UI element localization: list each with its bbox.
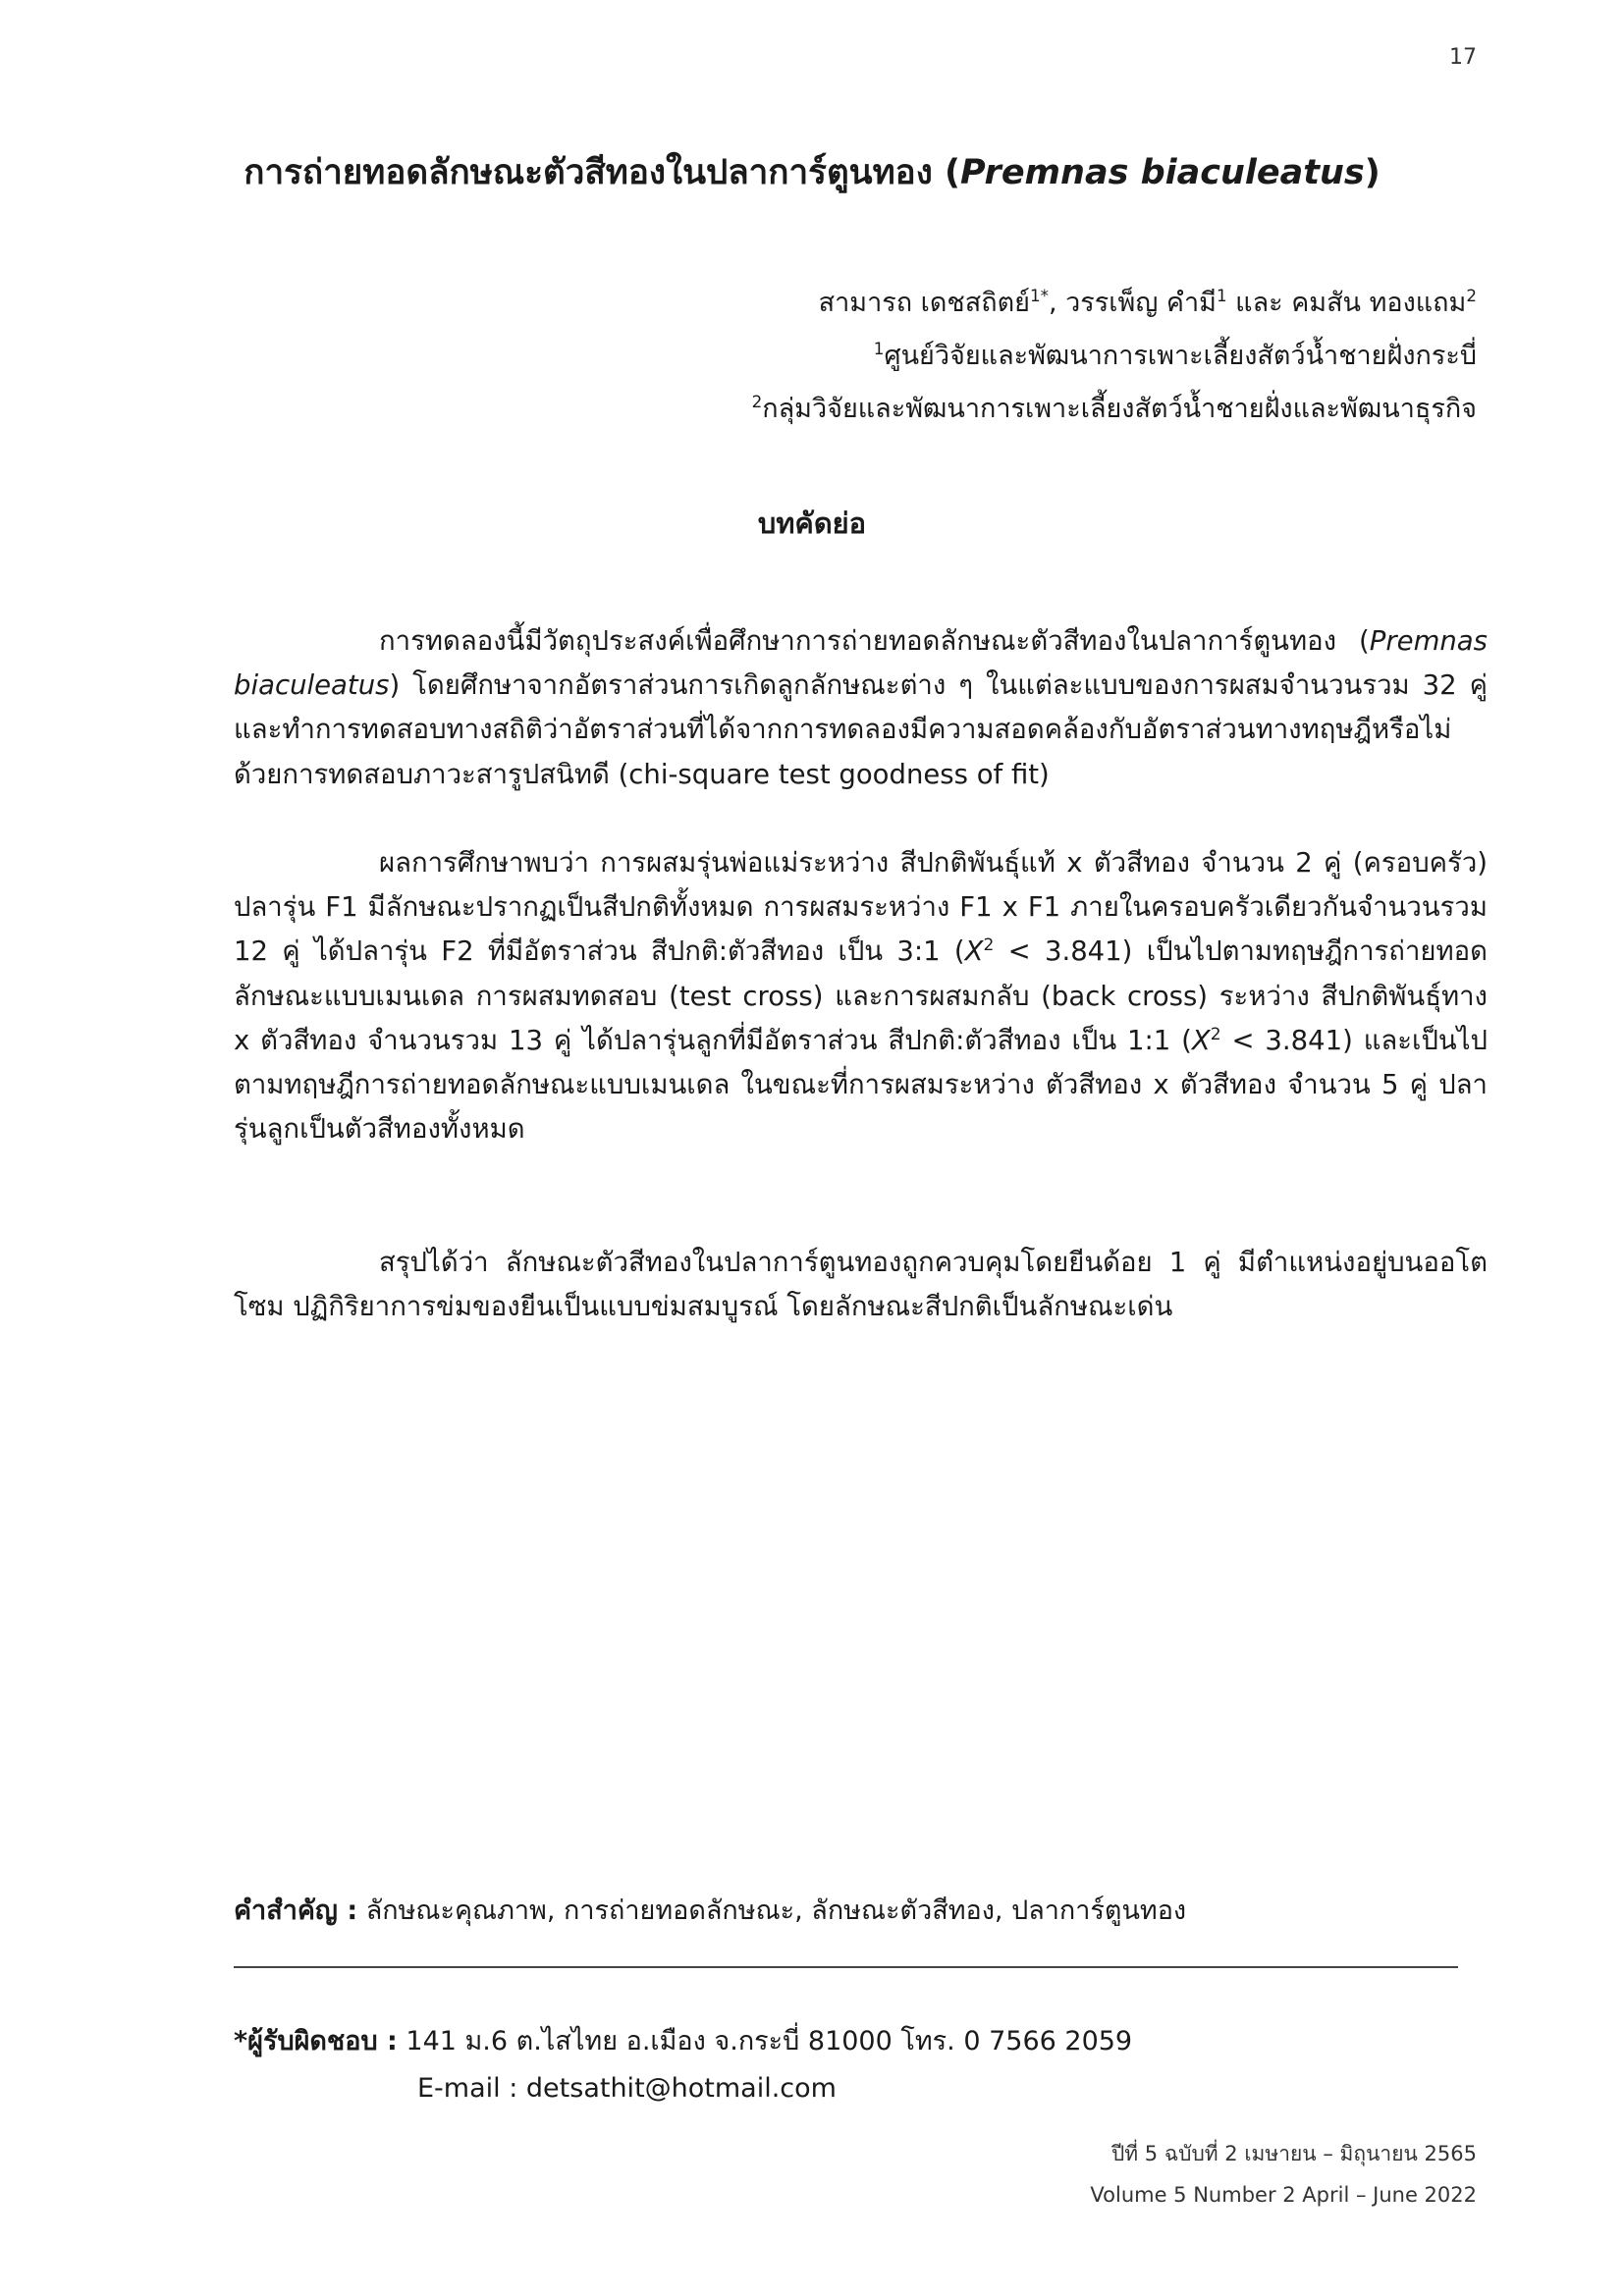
abstract-heading: บทคัดย่อ bbox=[757, 507, 867, 540]
affiliation-1-text: ศูนย์วิจัยและพัฒนาการเพาะเลี้ยงสัตว์น้ำชายฝั่งกระบี่ bbox=[884, 341, 1477, 371]
abstract-p2-text-c: < 3.841) และเป็นไปตามทฤษฎีการถ่ายทอดลักษณะแบบเมนเดล ในขณะที่การผสมระหว่าง ตัวสีทอง x ตัวสีทอง จำนวน 5 คู่ ปลารุ่นลูกเป็นตัวสีทองทั้งหมด bbox=[234, 1024, 1488, 1146]
issue-info-thai: ปีที่ 5 ฉบับที่ 2 เมษายน – มิถุนายน 2565 bbox=[1110, 2142, 1477, 2165]
corresponding-author-address: 141 ม.6 ต.ไสไทย อ.เมือง จ.กระบี่ 81000 โทร. 0 7566 2059 bbox=[397, 2026, 1133, 2056]
abstract-p2-text-a: ผลการศึกษาพบว่า การผสมรุ่นพ่อแม่ระหว่าง สีปกติพันธุ์แท้ x ตัวสีทอง จำนวน 2 คู่ (ครอบครัว) ปลารุ่น F1 มีลักษณะปรากฏเป็นสีปกติทั้งหมด การผสมระหว่าง F1 x F1 ภายในครอบครัวเดียวกันจำนวนรวม 12 คู่ ได้ปลารุ่น F2 ที่มีอัตราส่วน สีปกติ:ตัวสีทอง เป็น 3:1 ( bbox=[234, 847, 1488, 968]
issue-info-english: Volume 5 Number 2 April – June 2022 bbox=[1090, 2183, 1477, 2207]
abstract-paragraph-1 bbox=[234, 619, 1488, 797]
title-scientific-name: Premnas biaculeatus bbox=[959, 153, 1365, 192]
author-2-affiliation-mark: 1 bbox=[1216, 286, 1227, 305]
keywords-text: ลักษณะคุณภาพ, การถ่ายทอดลักษณะ, ลักษณะตัวสีทอง, ปลาการ์ตูนทอง bbox=[357, 1896, 1187, 1926]
author-2: , วรรเพ็ญ คำมี bbox=[1048, 288, 1217, 318]
affiliation-1 bbox=[874, 334, 1477, 376]
footnote-divider bbox=[234, 1966, 1458, 1968]
abstract-p1-text-a: การทดลองนี้มีวัตถุประสงค์เพื่อศึกษาการถ่ายทอดลักษณะตัวสีทองในปลาการ์ตูนทอง ( bbox=[379, 625, 1370, 657]
affiliation-2-mark: 2 bbox=[751, 392, 763, 411]
chi-square-symbol: X bbox=[964, 935, 984, 968]
chi-square-exponent: 2 bbox=[1210, 1024, 1221, 1044]
keywords-label: คำสำคัญ : bbox=[234, 1896, 358, 1926]
title-close: ) bbox=[1364, 153, 1380, 192]
abstract-p2-text-b: < 3.841) เป็นไปตามทฤษฎีการถ่ายทอดลักษณะแบบเมนเดล การผสมทดสอบ (test cross) และการผสมกลับ (back cross) ระหว่าง สีปกติพันธุ์ทาง x ตัวสีทอง จำนวนรวม 13 คู่ ได้ปลารุ่นลูกที่มีอัตราส่วน สีปกติ:ตัวสีทอง เป็น 1:1 ( bbox=[234, 935, 1488, 1056]
author-3: และ คมสัน ทองแถม bbox=[1226, 288, 1467, 318]
abstract-p3-text: สรุปได้ว่า ลักษณะตัวสีทองในปลาการ์ตูนทองถูกควบคุมโดยยีนด้อย 1 คู่ มีตำแหน่งอยู่บนออโตโซม ปฏิกิริยาการข่มของยีนเป็นแบบข่มสมบูรณ์ โดยลักษณะสีปกติเป็นลักษณะเด่น bbox=[234, 1247, 1488, 1323]
author-1-affiliation-mark: 1* bbox=[1029, 286, 1049, 305]
author-list bbox=[819, 281, 1477, 323]
chi-square-exponent: 2 bbox=[983, 935, 995, 956]
abstract-paragraph-2 bbox=[234, 841, 1488, 1151]
affiliation-2 bbox=[752, 387, 1477, 429]
corresponding-author-email: E-mail : detsathit@hotmail.com bbox=[417, 2073, 837, 2104]
corresponding-author-label: *ผู้รับผิดชอบ : bbox=[234, 2026, 398, 2056]
affiliation-2-text: กลุ่มวิจัยและพัฒนาการเพาะเลี้ยงสัตว์น้ำชายฝั่งและพัฒนาธุรกิจ bbox=[762, 394, 1477, 424]
author-1: สามารถ เดชสถิตย์ bbox=[818, 288, 1030, 318]
abstract-p1-text-b: ) โดยศึกษาจากอัตราส่วนการเกิดลูกลักษณะต่าง ๆ ในแต่ละแบบของการผสมจำนวนรวม 32 คู่ และทำการทดสอบทางสถิติว่าอัตราส่วนที่ได้จากการทดลองมีความสอดคล้องกับอัตราส่วนทางทฤษฎีหรือไม่ ด้วยการทดสอบภาวะสารูปสนิทดี (chi-square test goodness of fit) bbox=[234, 669, 1488, 790]
title-thai: การถ่ายทอดลักษณะตัวสีทองในปลาการ์ตูนทอง ( bbox=[244, 153, 960, 192]
author-3-affiliation-mark: 2 bbox=[1466, 286, 1477, 305]
page-number: 17 bbox=[1449, 45, 1477, 70]
paper-title bbox=[0, 145, 1624, 199]
chi-square-symbol: X bbox=[1191, 1024, 1211, 1056]
abstract-p1-scientific-name: Premnas biaculeatus bbox=[234, 625, 1488, 702]
abstract-paragraph-3 bbox=[234, 1241, 1488, 1329]
corresponding-author bbox=[234, 2019, 1132, 2061]
keywords bbox=[234, 1889, 1186, 1931]
affiliation-1-mark: 1 bbox=[873, 339, 885, 358]
